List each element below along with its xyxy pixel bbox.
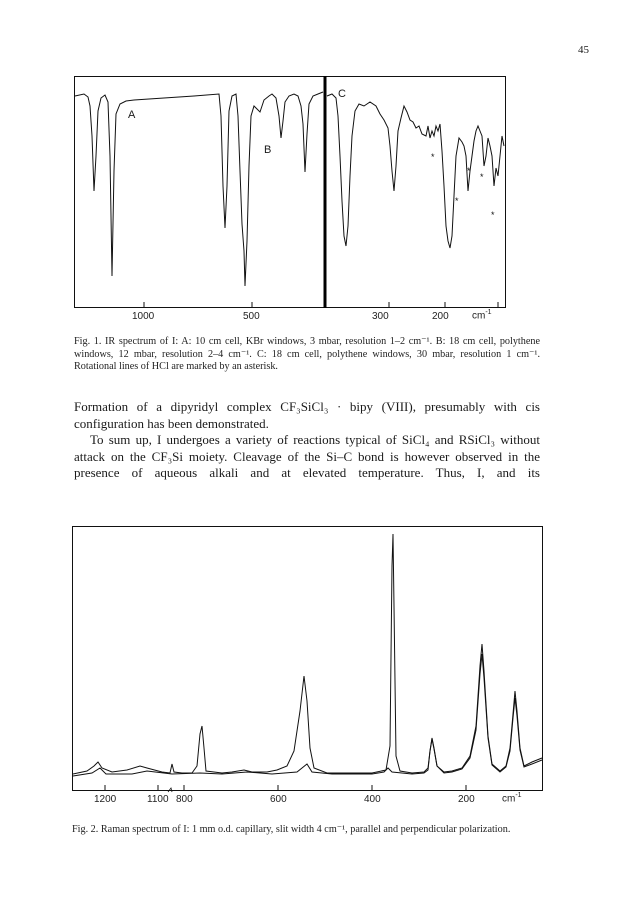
page-number: 45 [578, 44, 589, 56]
tick-label-1100: 1100 [147, 794, 169, 805]
tick-label-300: 300 [372, 311, 389, 322]
tick-label-200: 200 [458, 794, 475, 805]
paragraph-1: Formation of a dipyridyl complex CF₃SiCl₃ · bipy (VIII), presumably with cis configuration has been demonstrated. [74, 399, 540, 431]
raman-spectrum-figure [72, 526, 544, 818]
body-text [74, 399, 540, 482]
tick-label-500: 500 [243, 311, 260, 322]
panel-label-c: C [338, 88, 346, 100]
panel-label-a: A [128, 109, 136, 121]
paragraph-2: To sum up, I undergoes a variety of reactions typical of SiCl₄ and RSiCl₃ without attack on the CF₃Si moiety. Cleavage of the Si–C bond is however observed in the presence of aqueous alkali and at elevated temperature. Thus, I, and its [74, 432, 540, 481]
unit-label: $cm^{-1}$ [472, 309, 492, 322]
asterisk-marker: * [480, 172, 484, 182]
raman-trace-parallel [73, 534, 542, 774]
raman-spectrum-plot [72, 526, 544, 818]
unit-label: $cm^{-1}$ [502, 792, 522, 805]
panel-label-b: B [264, 144, 272, 156]
hcl-asterisk-markers [431, 152, 495, 220]
tick-label-1200: 1200 [94, 794, 117, 805]
tick-label-800: 800 [176, 794, 193, 805]
figure1-caption: Fig. 1. IR spectrum of I: A: 10 cm cell, KBr windows, 3 mbar, resolution 1–2 cm⁻¹. B: 18 cm cell, polythene windows, 12 mbar, resolution 2–4 cm⁻¹. C: 18 cm cell, polythene windows, 30 mbar, resolution 1 cm⁻¹. Rotational lines of HCl are marked by an asterisk. [74, 336, 540, 373]
asterisk-marker: * [467, 166, 471, 176]
asterisk-marker: * [455, 196, 459, 206]
ir-spectrum-figure [74, 76, 506, 326]
tick-label-600: 600 [270, 794, 287, 805]
ir-spectrum-plot [74, 76, 506, 326]
tick-label-200: 200 [432, 311, 449, 322]
plot-frame [75, 77, 506, 308]
tick-label-400: 400 [364, 794, 381, 805]
ir-trace-c [327, 94, 504, 248]
asterisk-marker: * [431, 152, 435, 162]
ir-trace-ab [75, 92, 323, 286]
tick-label-1000: 1000 [132, 311, 155, 322]
figure2-caption: Fig. 2. Raman spectrum of I: 1 mm o.d. capillary, slit width 4 cm⁻¹, parallel and perpendicular polarization. [72, 824, 511, 835]
asterisk-marker: * [491, 210, 495, 220]
